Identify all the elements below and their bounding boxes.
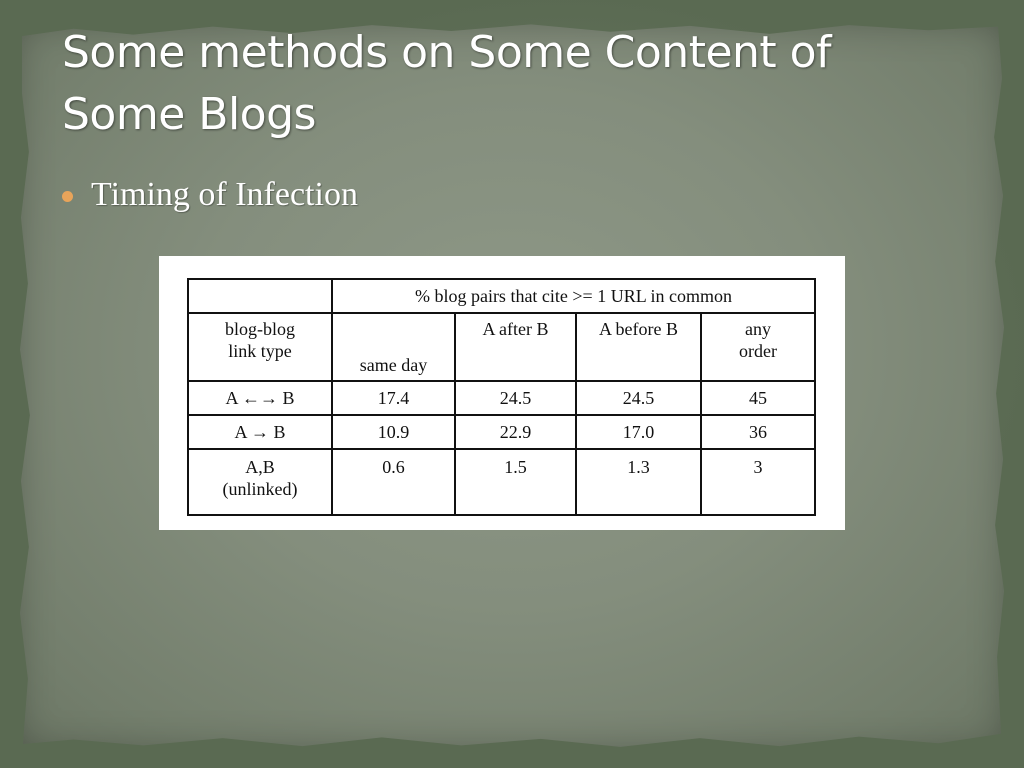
table-span-header: % blog pairs that cite >= 1 URL in common [332,279,815,313]
table-cell: 1.3 [576,449,701,515]
table-corner-cell [188,279,332,313]
column-header-any-order-line1: any [745,319,771,339]
bullet-item [62,176,358,214]
bullet-dot-icon [62,191,73,202]
table-header-row [188,279,815,313]
row-link-type: A ←→ B [188,381,332,415]
table-cell: 24.5 [455,381,576,415]
column-header-link-type-line2: link type [228,341,292,361]
table-row [188,449,815,515]
column-header-link-type [188,313,332,381]
table-cell: 1.5 [455,449,576,515]
column-header-a-before-b: A before B [576,313,701,381]
table-subheader-row [188,313,815,381]
data-table [187,278,816,516]
table-row [188,381,815,415]
bullet-text: Timing of Infection [91,176,358,213]
table-row [188,415,815,449]
table-cell: 3 [701,449,815,515]
column-header-any-order [701,313,815,381]
slide-title [62,22,962,146]
table-figure [159,256,845,530]
table-cell: 0.6 [332,449,455,515]
table-cell: 17.0 [576,415,701,449]
table-cell: 22.9 [455,415,576,449]
column-header-link-type-line1: blog-blog [225,319,295,339]
table-cell: 36 [701,415,815,449]
table-cell: 24.5 [576,381,701,415]
row-link-type-line1: A,B [245,457,275,477]
row-link-type [188,449,332,515]
column-header-any-order-line2: order [739,341,777,361]
table-cell: 10.9 [332,415,455,449]
table-cell: 45 [701,381,815,415]
title-line-2: Some Blogs [62,89,316,140]
table-cell: 17.4 [332,381,455,415]
column-header-same-day: same day [332,313,455,381]
title-line-1: Some methods on Some Content of [62,27,832,78]
row-link-type-line2: (unlinked) [222,479,298,499]
row-link-type: A → B [188,415,332,449]
column-header-a-after-b: A after B [455,313,576,381]
